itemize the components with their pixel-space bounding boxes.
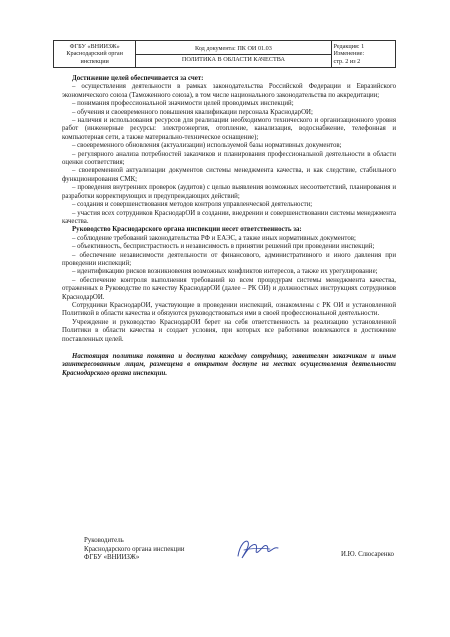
header-org-line2: Краснодарский орган xyxy=(66,50,123,58)
header-revision-cell xyxy=(331,41,396,68)
document-header-table xyxy=(53,40,396,68)
staff-paragraph: Сотрудники КраснодарОИ, участвующие в проведении инспекций, ознакомлены с РК ОИ и установленной Политикой в области качества и обязуются руководствоваться ими в своей профессиональной деятельности. xyxy=(62,301,396,318)
signatory-title-line2: Краснодарского органа инспекции xyxy=(84,545,185,553)
section2-item: – обеспечение независимости деятельности от финансового, административного и иного давления при проведении инспекций; xyxy=(62,251,396,267)
section2-heading: Руководство Краснодарского органа инспекции несет ответственность за: xyxy=(72,226,302,234)
header-org-line3: инспекции xyxy=(80,57,109,65)
section1-item: – своевременного обновления (актуализации) используемой базы нормативных документов; xyxy=(72,142,342,150)
closing-statement: Настоящая политика понятна и доступна каждому сотруднику, заявителям заказчикам и иным заинтересованным лицам, размещена в открытом доступе на местах осуществления деятельности Краснодарского органа инспекции. xyxy=(62,353,396,377)
section2-item: – обеспечение контроля выполнения требований ко всем процедурам системы менеджмента качества, отраженных в Руководстве по качеству КраснодарОИ (далее – РК ОИ) и должностных инструкциях сотрудников КраснодарОИ. xyxy=(62,276,396,301)
document-body xyxy=(62,75,396,378)
header-doc-code: Код документа: ПК ОИ 01.03 xyxy=(136,45,330,55)
header-org-line1: ФГБУ «ВНИИЗЖ» xyxy=(69,42,120,50)
header-doc-title: ПОЛИТИКА В ОБЛАСТИ КАЧЕСТВА xyxy=(181,55,285,63)
section2-item: – объективность, беспристрастность и независимость в принятии решений при проведении инспекций; xyxy=(72,243,375,251)
header-document-cell xyxy=(136,41,331,68)
signatory-block xyxy=(84,537,185,563)
signatory-name: И.Ю. Слюсаренко xyxy=(341,551,394,558)
handwritten-signature xyxy=(234,536,280,562)
header-edition: Редакция: 1 xyxy=(333,42,365,50)
management-paragraph: Учреждение и руководство КраснодарОИ берет на себя ответственность за реализацию установленной Политики в области качества и создает условия, при которых все работники вовлекаются в достижение поставленных целей. xyxy=(62,318,396,343)
section1-item: – наличия и использования ресурсов для реализации необходимого технического и организационного уровня работ (инженерные ресурсы: электроэнергия, отопление, канализация, водоснабжение, телефонная и компьютерная сети, а также материально-техническое оснащение); xyxy=(62,117,396,141)
section2-item: – идентификацию рисков возникновения возможных конфликтов интересов, а также их урегулирование; xyxy=(72,268,378,276)
section1-item: – проведения внутренних проверок (аудитов) с целью выявления возможных несоответствий, планирования и разработки корректирующих и предупреждающих действий; xyxy=(62,184,396,200)
section1-heading: Достижение целей обеспечивается за счет: xyxy=(72,75,204,82)
header-page: стр. 2 из 2 xyxy=(333,57,361,65)
section1-item: – осуществления деятельности в рамках законодательства Российской Федерации и Евразийского экономического союза (Таможенного союза), в том числе национального законодательства по аккредитации; xyxy=(62,83,396,99)
signatory-title-line3: ФГБУ «ВНИИЗЖ» xyxy=(84,554,140,562)
section1-item: – своевременной актуализации документов системы менеджмента качества, и как следствие, стабильного функционирования СМК; xyxy=(62,167,396,183)
signatory-title-line1: Руководитель xyxy=(84,537,124,544)
section1-item: – понимания профессиональной значимости целей проводимых инспекций; xyxy=(72,100,294,108)
section2-item: – соблюдение требований законодательства РФ и ЕАЭС, а также иных нормативных документов; xyxy=(72,234,356,242)
section1-item: – регулярного анализа потребностей заказчиков и планирования профессиональной деятельности в области оценки соответствия; xyxy=(62,150,396,167)
section1-item: – участия всех сотрудников КраснодарОИ в создании, внедрении и совершенствовании системы менеджмента качества. xyxy=(62,209,396,225)
section1-item: – создания и совершенствования методов контроля управленческой деятельности; xyxy=(72,201,313,209)
header-change: Изменение: xyxy=(333,50,365,58)
header-organization-cell xyxy=(54,41,136,68)
section1-item: – обучения и своевременного повышения квалификации персонала КраснодарОИ; xyxy=(72,108,313,116)
